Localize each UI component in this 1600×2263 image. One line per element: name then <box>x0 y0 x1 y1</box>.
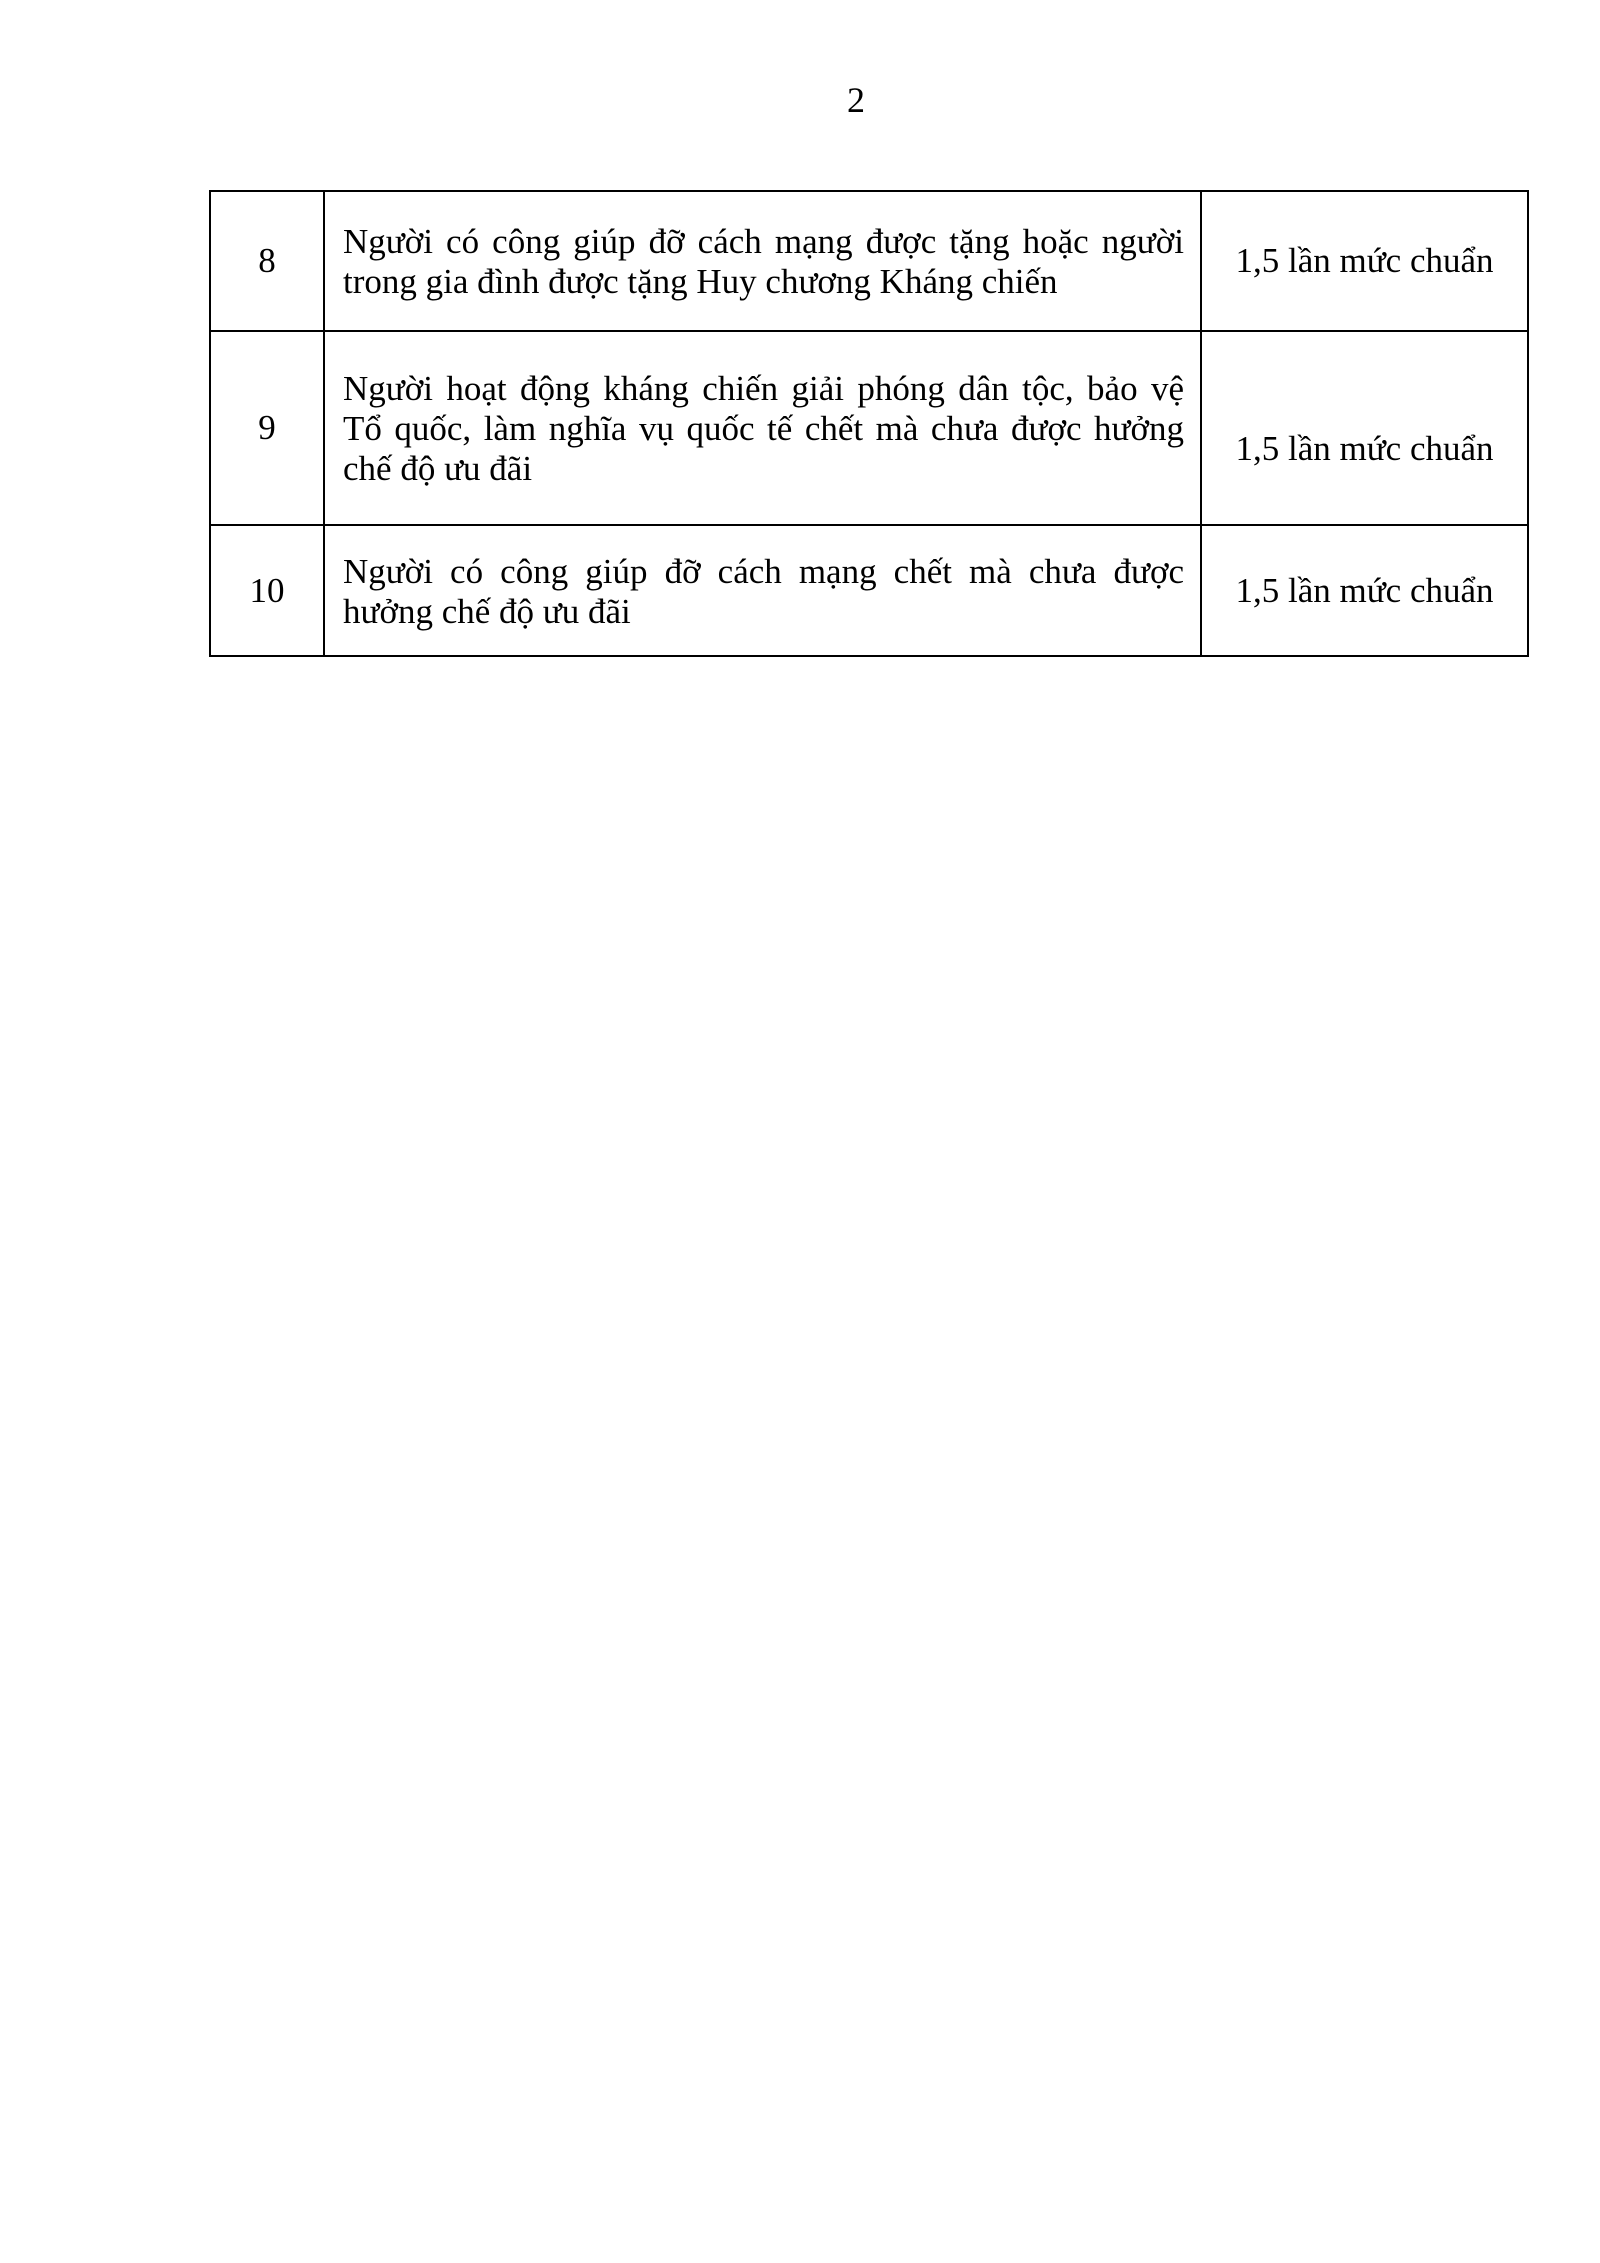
benefit-table <box>209 190 1529 657</box>
table-row <box>210 525 1528 656</box>
table-row <box>210 331 1528 525</box>
table-row <box>210 191 1528 331</box>
row-number: 10 <box>210 525 324 656</box>
page-number: 2 <box>847 80 865 120</box>
beneficiary-description: Người hoạt động kháng chiến giải phóng dân tộc, bảo vệ Tổ quốc, làm nghĩa vụ quốc tế chết mà chưa được hưởng chế độ ưu đãi <box>324 331 1201 525</box>
benefit-level: 1,5 lần mức chuẩn <box>1201 525 1528 656</box>
beneficiary-description: Người có công giúp đỡ cách mạng chết mà chưa được hưởng chế độ ưu đãi <box>324 525 1201 656</box>
beneficiary-description: Người có công giúp đỡ cách mạng được tặng hoặc người trong gia đình được tặng Huy chương Kháng chiến <box>324 191 1201 331</box>
row-number: 8 <box>210 191 324 331</box>
row-number: 9 <box>210 331 324 525</box>
benefit-level: 1,5 lần mức chuẩn <box>1201 191 1528 331</box>
benefit-level: 1,5 lần mức chuẩn <box>1201 331 1528 525</box>
